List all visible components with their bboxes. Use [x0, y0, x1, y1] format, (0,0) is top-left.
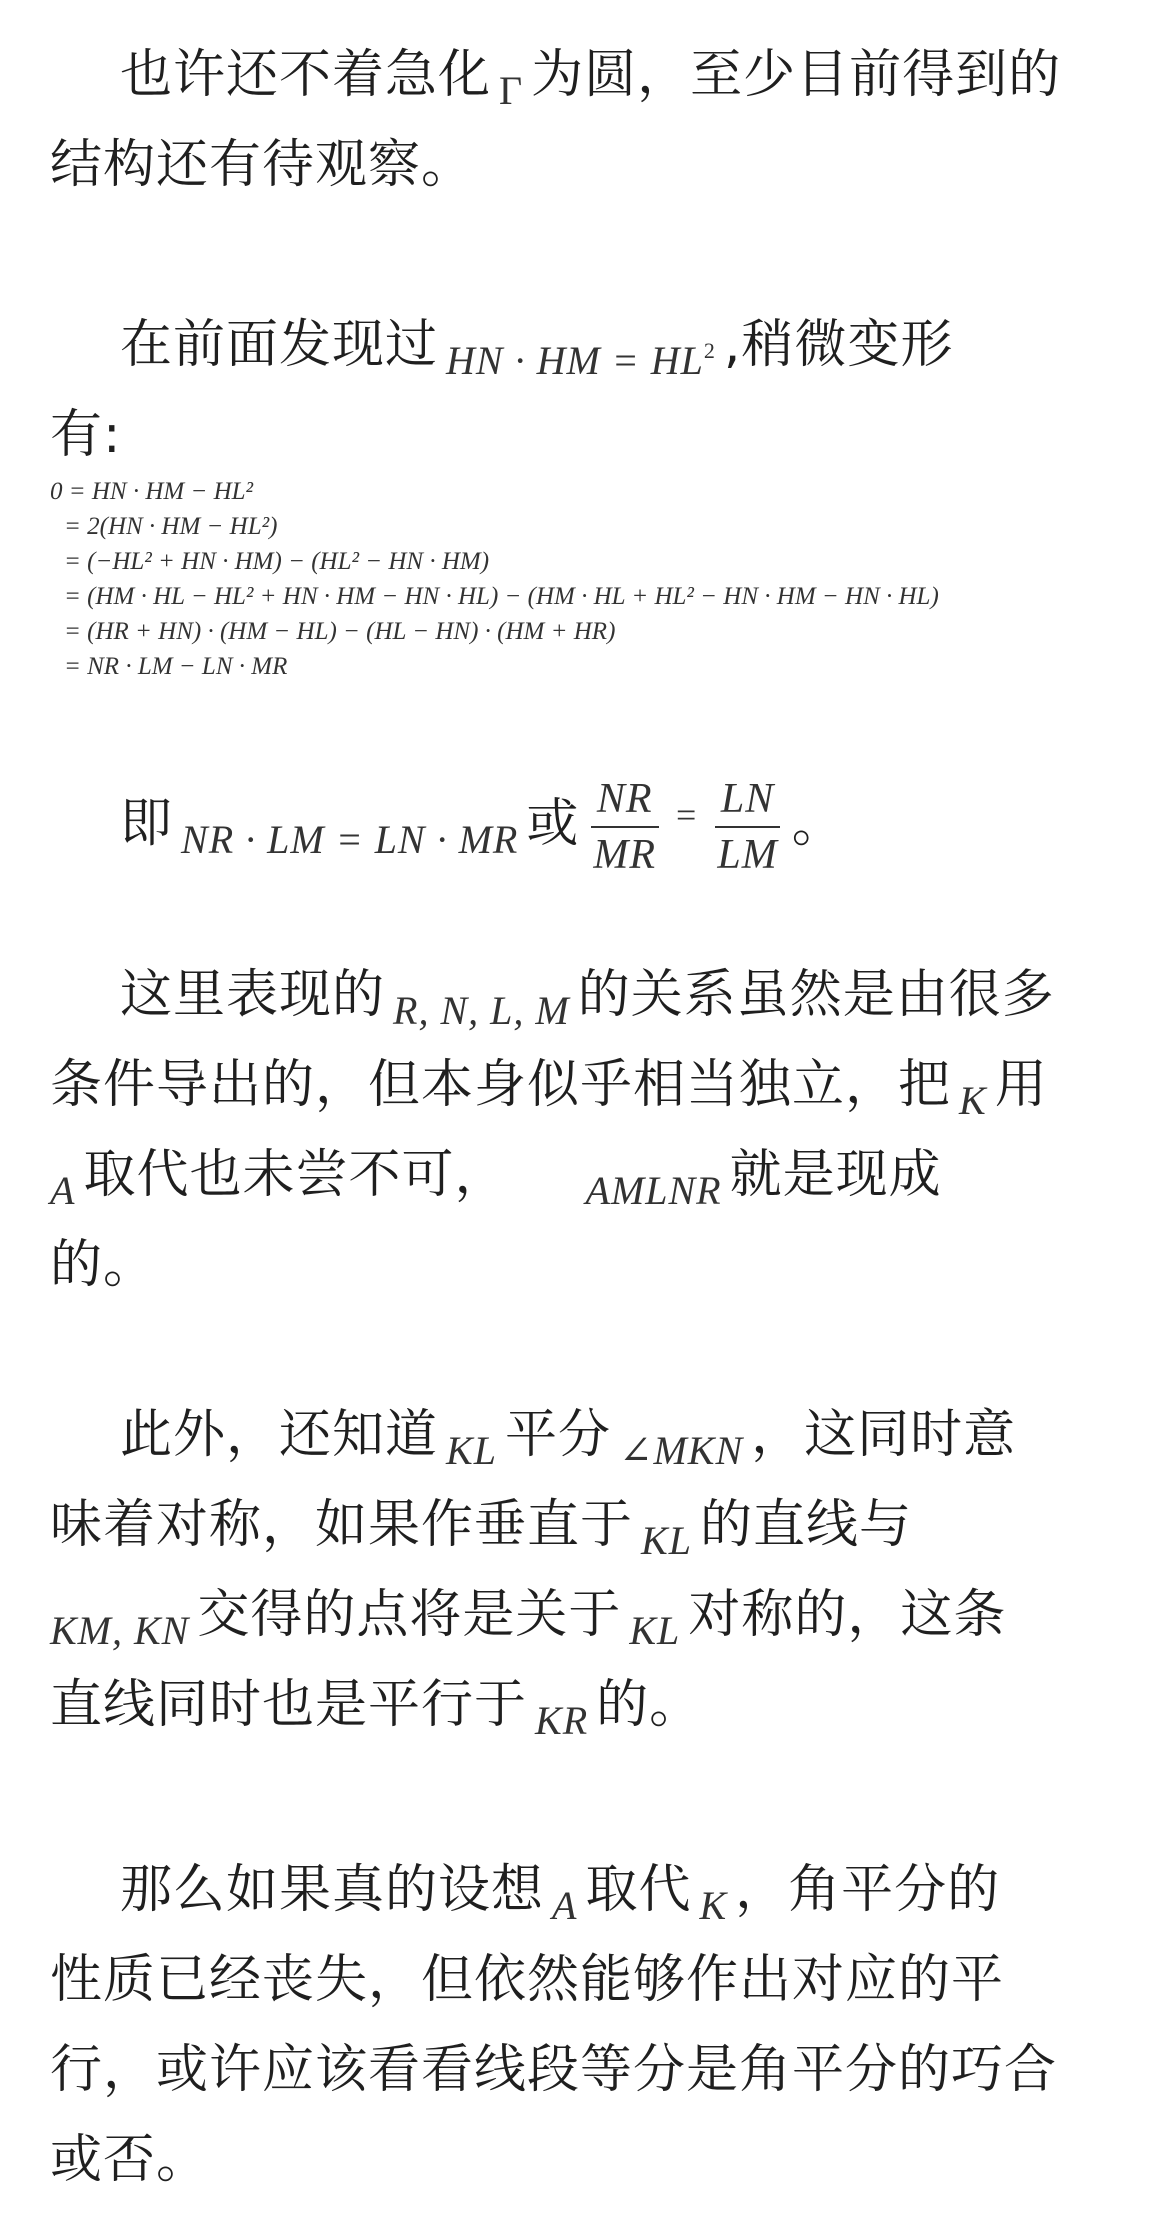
paragraph-5-line-2 — [50, 1480, 1110, 1570]
derivation-row: 0 = HN · HM − HL² — [50, 478, 254, 505]
paragraph-4 — [50, 950, 1110, 1310]
paragraph-4-line-2 — [50, 1040, 1110, 1130]
superscript: 2 — [703, 338, 716, 363]
text: ，这同时意 — [751, 1405, 1017, 1465]
text: 即 — [120, 794, 174, 854]
text: 取代也未尝不可， — [83, 1145, 508, 1205]
math-kl: KL — [641, 1518, 692, 1563]
paragraph-1 — [50, 30, 1110, 210]
paragraph-2 — [50, 300, 1110, 480]
paragraph-1-line-2: 结构还有待观察。 — [50, 135, 475, 195]
text: 或 — [526, 794, 580, 854]
math-rnlm: R, N, L, M — [393, 988, 570, 1033]
text: 交得的点将是关于 — [197, 1585, 622, 1645]
derivation-row: = (HM · HL − HL² + HN · HM − HN · HL) − (HM · HL + HL² − HN · HM − HN · HL) — [64, 583, 939, 610]
paragraph-6 — [50, 1845, 1110, 2205]
paragraph-5 — [50, 1390, 1110, 1750]
fraction-nr-mr — [587, 776, 662, 878]
fraction-ln-lm — [711, 776, 783, 878]
paragraph-4-line-3 — [50, 1130, 1110, 1220]
paragraph-6-line-4: 或否。 — [50, 2130, 210, 2190]
math-kl: KL — [446, 1428, 497, 1473]
text: 就是现成 — [729, 1145, 942, 1205]
math-k: K — [959, 1078, 987, 1123]
text: ,稍微变形 — [723, 315, 954, 375]
math-km-kn: KM, KN — [50, 1608, 190, 1653]
text: 的关系虽然是由很多 — [577, 965, 1055, 1025]
text: 直线同时也是平行于 — [50, 1675, 528, 1735]
derivation-equations — [50, 474, 939, 684]
paragraph-5-line-3 — [50, 1570, 1110, 1660]
paragraph-5-line-1 — [50, 1390, 1110, 1480]
math-amlnr: AMLNR — [585, 1168, 722, 1213]
math-gamma: Γ — [499, 68, 524, 113]
denominator: LM — [717, 832, 778, 878]
text: 也许还不着急化 — [120, 45, 492, 105]
math-hn-hm-hl2 — [446, 316, 716, 406]
text: 的。 — [596, 1675, 703, 1735]
formula-text: HN · HM = HL — [446, 338, 704, 383]
paragraph-6-line-1 — [50, 1845, 1110, 1935]
paragraph-3 — [50, 770, 1110, 880]
text: 取代 — [585, 1860, 692, 1920]
numerator: LN — [715, 776, 780, 828]
text: 对称的，这条 — [688, 1585, 1007, 1645]
text: 的直线与 — [699, 1495, 912, 1555]
equals-sign: = — [676, 795, 698, 835]
text: 。 — [791, 794, 845, 854]
text: 味着对称，如果作垂直于 — [50, 1495, 634, 1555]
paragraph-1-line-1 — [50, 30, 1110, 120]
text: 平分 — [504, 1405, 611, 1465]
paragraph-3-line-1 — [50, 770, 1110, 880]
math-kr: KR — [535, 1698, 589, 1743]
math-kl: KL — [629, 1608, 681, 1653]
paragraph-4-line-1 — [50, 950, 1110, 1040]
derivation-row: = (HR + HN) · (HM − HL) − (HL − HN) · (HM + HR) — [64, 618, 616, 645]
text: 这里表现的 — [120, 965, 386, 1025]
text: 此外，还知道 — [120, 1405, 439, 1465]
derivation-row: = 2(HN · HM − HL²) — [64, 513, 278, 540]
math-k: K — [699, 1883, 728, 1928]
text: 条件导出的，但本身似乎相当独立，把 — [50, 1055, 952, 1115]
text: 用 — [994, 1055, 1048, 1115]
text: 为圆，至少目前得到的 — [531, 45, 1062, 105]
derivation-row: = NR · LM − LN · MR — [64, 653, 288, 680]
denominator: MR — [593, 832, 657, 878]
derivation-row: = (−HL² + HN · HM) − (HL² − HN · HM) — [64, 548, 490, 575]
numerator: NR — [591, 776, 659, 828]
paragraph-6-line-3: 行，或许应该看看线段等分是角平分的巧合 — [50, 2040, 1058, 2100]
math-nr-lm-eq-ln-mr: NR · LM = LN · MR — [181, 817, 519, 862]
math-a: A — [552, 1883, 578, 1928]
text: 在前面发现过 — [120, 315, 439, 375]
paragraph-2-line-2: 有: — [50, 405, 122, 465]
text: ，角平分的 — [735, 1860, 1001, 1920]
paragraph-4-line-4: 的。 — [50, 1235, 157, 1295]
paragraph-5-line-4 — [50, 1660, 1110, 1750]
paragraph-2-line-1 — [50, 300, 1110, 390]
paragraph-6-line-2: 性质已经丧失，但依然能够作出对应的平 — [50, 1950, 1005, 2010]
text: 那么如果真的设想 — [120, 1860, 545, 1920]
math-a: A — [50, 1168, 76, 1213]
math-angle-mkn: ∠MKN — [618, 1428, 744, 1473]
